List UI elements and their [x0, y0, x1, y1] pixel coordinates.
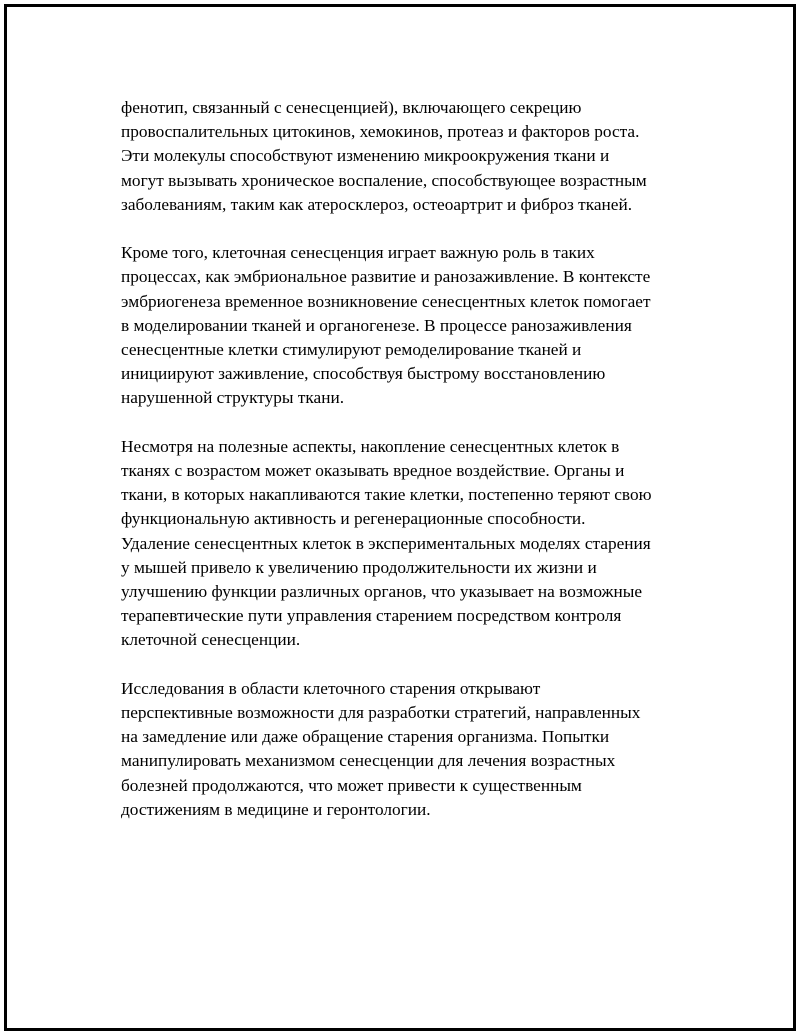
- paragraph-secretory-phenotype: фенотип, связанный с сенесценцией), включающего секрецию провоспалительных цитокинов, хемокинов, протеаз и факторов роста. Эти молекулы способствуют изменению микроокружения ткани и могут вызывать хроническое воспаление, способствующее возрастным заболеваниям, таким как атеросклероз, остеоартрит и фиброз тканей.: [121, 98, 647, 214]
- paragraph-research-outlook: Исследования в области клеточного старения открывают перспективные возможности для разработки стратегий, направленных на замедление или даже обращение старения организма. Попытки манипулировать механизмом сенесценции для лечения возрастных болезней продолжаются, что может привести к существенным достижениям в медицине и геронтологии.: [121, 678, 641, 819]
- paragraph-development-and-healing: Кроме того, клеточная сенесценция играет важную роль в таких процессах, как эмбриональное развитие и ранозаживление. В контексте эмбриогенеза временное возникновение сенесцентных клеток помогает в моделировании тканей и органогенезе. В процессе ранозаживления сенесцентные клетки стимулируют ремоделирование тканей и инициируют заживление, способствуя быстрому восстановлению нарушенной структуры ткани.: [121, 243, 651, 408]
- paragraph-harmful-accumulation: Несмотря на полезные аспекты, накопление сенесцентных клеток в тканях с возрастом может оказывать вредное воздействие. Органы и ткани, в которых накапливаются такие клетки, постепенно теряют свою функциональную активность и регенерационные способности. Удаление сенесцентных клеток в экспериментальных моделях старения у мышей привело к увеличению продолжительности их жизни и улучшению функции различных органов, что указывает на возможные терапевтические пути управления старением посредством контроля клеточной сенесценции.: [121, 436, 652, 650]
- document-body: [121, 96, 721, 846]
- page-frame: [4, 4, 796, 1031]
